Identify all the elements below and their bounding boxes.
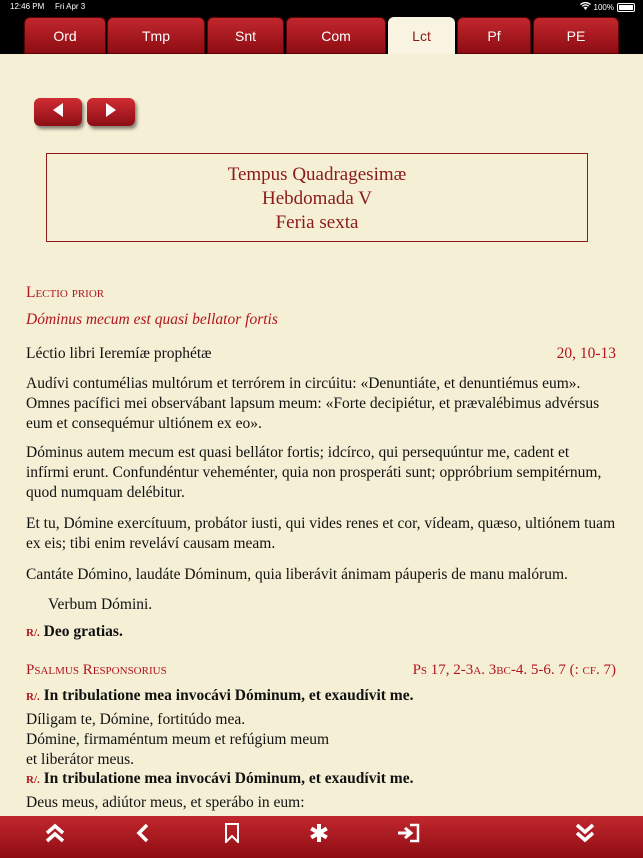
asterisk-icon: [309, 823, 329, 848]
psalm-verse-line-3: et liberátor meus.: [26, 751, 135, 768]
lectio-response: [26, 622, 616, 643]
lectio-paragraph-4: Cantáte Dómino, laudáte Dóminum, quia liberávit ánimam páuperis de manu malórum.: [26, 566, 568, 583]
lectio-reference: 20, 10-13: [556, 345, 616, 362]
verbum-domini: Verbum Dómini.: [48, 596, 153, 613]
status-right: [580, 2, 635, 12]
login-icon: [396, 823, 420, 848]
tab-ord[interactable]: Ord: [24, 17, 106, 54]
double-chevron-up-icon: [44, 822, 66, 849]
scroll-bottom-button[interactable]: [570, 822, 600, 848]
previous-day-button[interactable]: [34, 98, 82, 126]
psalm-refrain-1: [26, 686, 616, 707]
refrain-mark: R/.: [26, 691, 40, 703]
status-bar: [0, 0, 643, 14]
lectio-paragraph-3: Et tu, Dómine exercítuum, probátor iusti, qui vides renes et cor, vídeam, quæso, ultiónem tuam ex eis; tibi enim reveláví causam meam.: [26, 515, 616, 552]
chevron-left-icon: [135, 823, 151, 848]
refrain-text: In tribulatione mea invocávi Dóminum, et exaudívit me.: [43, 770, 414, 787]
tab-pe[interactable]: PE: [533, 17, 619, 54]
refrain-text: In tribulatione mea invocávi Dóminum, et exaudívit me.: [43, 687, 414, 704]
psalm-heading-line: [26, 660, 616, 680]
psalm-reference: Ps 17, 2-3a. 3bc-4. 5-6. 7 (: cf. 7): [412, 662, 616, 678]
status-date: Fri Apr 3: [55, 2, 86, 11]
psalm-verse-line-4: Deus meus, adiútor meus, et sperábo in eum:: [26, 794, 305, 811]
battery-icon: [617, 3, 635, 12]
bookmark-button[interactable]: [217, 822, 247, 848]
title-day: Feria sexta: [275, 212, 359, 233]
login-button[interactable]: [393, 822, 423, 848]
chevron-left-icon: [51, 102, 65, 123]
bottom-toolbar: [0, 816, 643, 858]
tab-com[interactable]: Com: [286, 17, 386, 54]
psalm-verse-line-2: Dómine, firmaméntum meum et refúgium meum: [26, 731, 330, 748]
title-week: Hebdomada V: [262, 188, 372, 209]
response-mark: R/.: [26, 627, 40, 639]
reading-content[interactable]: [10, 54, 633, 816]
psalm-refrain-2: [26, 769, 616, 790]
asterisk-button[interactable]: [304, 822, 334, 848]
double-chevron-down-icon: [574, 822, 596, 849]
status-time: 12:46 PM: [10, 2, 45, 11]
lectio-book-line: [26, 344, 616, 364]
next-day-button[interactable]: [87, 98, 135, 126]
title-season: Tempus Quadragesimæ: [227, 164, 407, 185]
lectio-paragraph-1: Audívi contumélias multórum et terrórem in circúitu: «Denuntiáte, et denuntiémus eum». Omnes pacífici mei observábant lapsum meum: «Forte decipiétur, et prævalébimus advérsus eum et consequémur ultiónem ex eo».: [26, 375, 600, 432]
bookmark-icon: [224, 823, 240, 848]
tab-lct[interactable]: Lct: [388, 17, 455, 54]
tab-snt[interactable]: Snt: [207, 17, 284, 54]
back-button[interactable]: [128, 822, 158, 848]
lectio-heading: Lectio prior: [26, 284, 105, 301]
wifi-icon: [580, 2, 591, 12]
battery-percent: 100%: [593, 2, 614, 12]
psalm-verse-line-1: Díligam te, Dómine, fortitúdo mea.: [26, 711, 246, 728]
scroll-top-button[interactable]: [40, 822, 70, 848]
tab-tmp[interactable]: Tmp: [107, 17, 205, 54]
tab-bar: [0, 14, 643, 54]
day-title-box: [46, 153, 588, 242]
response-text: Deo gratias.: [43, 623, 123, 640]
tab-pf[interactable]: Pf: [457, 17, 531, 54]
chevron-right-icon: [104, 102, 118, 123]
psalm-heading: Psalmus Responsorius: [26, 662, 167, 678]
refrain-mark: R/.: [26, 774, 40, 786]
lectio-paragraph-2: Dóminus autem mecum est quasi bellátor fortis; idcírco, qui persequúntur me, cadent et infírmi erunt. Confundéntur veheménter, quia non prosperáti sunt; oppróbrium sempitérnum, quod numquam delébitur.: [26, 444, 602, 501]
lectio-subtitle: Dóminus mecum est quasi bellator fortis: [26, 311, 278, 328]
lectio-book: Léctio libri Ieremíæ prophétæ: [26, 345, 212, 362]
